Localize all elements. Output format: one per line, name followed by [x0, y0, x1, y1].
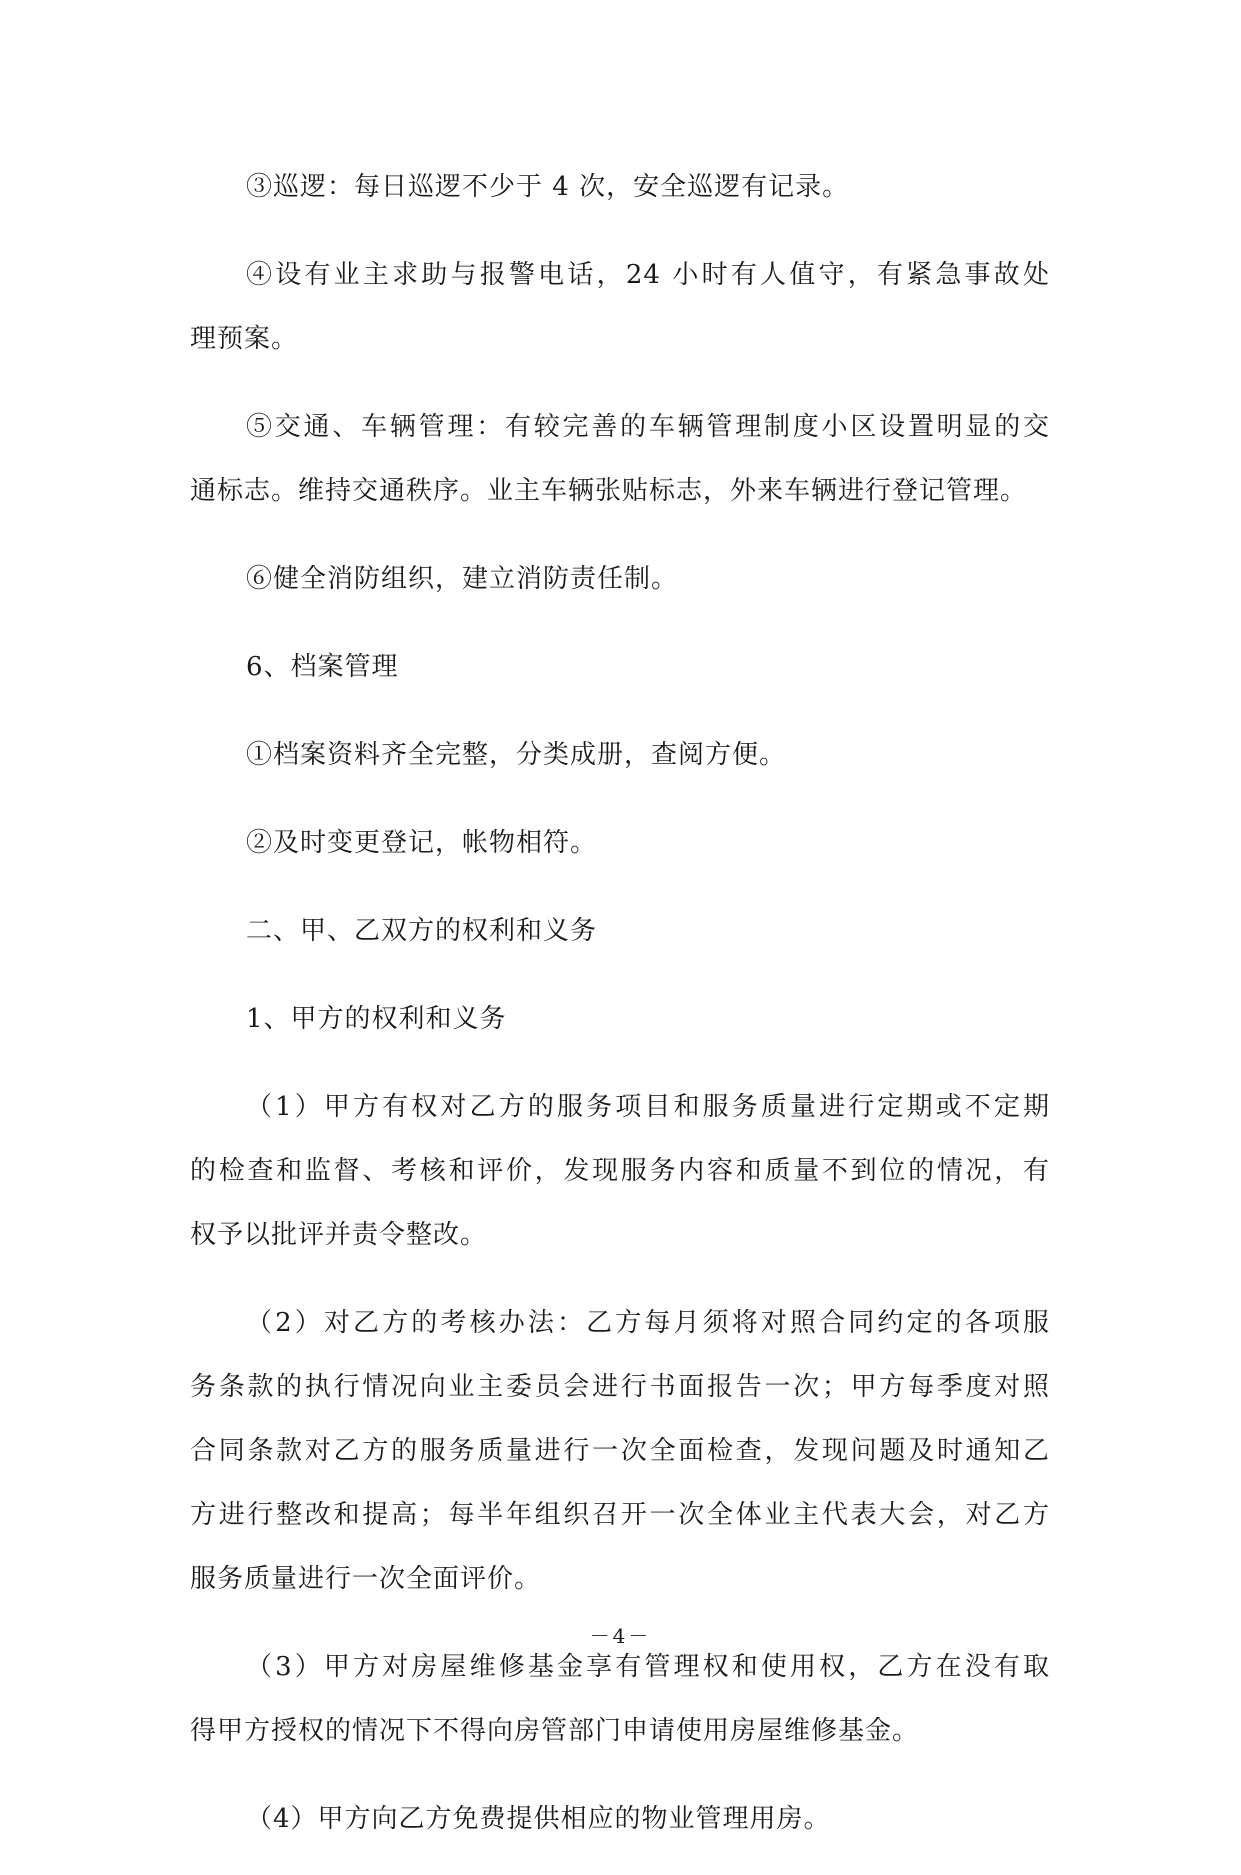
paragraph	[190, 243, 1050, 371]
paragraph	[190, 635, 1050, 699]
paragraph-line: 理预案。	[190, 324, 299, 354]
paragraph	[190, 987, 1050, 1051]
paragraph-line: 得甲方授权的情况下不得向房管部门申请使用房屋维修基金。	[190, 1716, 920, 1746]
paragraph-line: 的检查和监督、考核和评价，发现服务内容和质量不到位的情况，有	[190, 1156, 1050, 1186]
paragraph	[190, 1787, 1050, 1851]
paragraph	[190, 1075, 1050, 1267]
paragraph-line: ⑥健全消防组织，建立消防责任制。	[246, 564, 679, 594]
paragraph-line: （1）甲方有权对乙方的服务项目和服务质量进行定期或不定期	[246, 1092, 1050, 1122]
paragraph-line: 通标志。维持交通秩序。业主车辆张贴标志，外来车辆进行登记管理。	[190, 476, 1028, 506]
paragraph-line: ③巡逻：每日巡逻不少于 4 次，安全巡逻有记录。	[246, 172, 850, 202]
paragraph-line: ②及时变更登记，帐物相符。	[246, 828, 598, 858]
paragraph-line: 6、档案管理	[246, 652, 399, 682]
paragraph	[190, 1291, 1050, 1611]
paragraph-line: （2）对乙方的考核办法：乙方每月须将对照合同约定的各项服	[246, 1308, 1050, 1338]
paragraph-line: 二、甲、乙双方的权利和义务	[246, 916, 598, 946]
paragraph-line: 合同条款对乙方的服务质量进行一次全面检查，发现问题及时通知乙	[190, 1436, 1050, 1466]
paragraph	[190, 723, 1050, 787]
paragraph-line: 权予以批评并责令整改。	[190, 1220, 488, 1250]
paragraph	[190, 155, 1050, 219]
paragraph-line: ⑤交通、车辆管理：有较完善的车辆管理制度小区设置明显的交	[246, 412, 1050, 442]
paragraph	[190, 395, 1050, 523]
paragraph	[190, 899, 1050, 963]
document-body	[190, 155, 1050, 1875]
paragraph-line: ①档案资料齐全完整，分类成册，查阅方便。	[246, 740, 787, 770]
paragraph-line: ④设有业主求助与报警电话，24 小时有人值守，有紧急事故处	[246, 260, 1050, 290]
paragraph	[190, 811, 1050, 875]
paragraph-line: （3）甲方对房屋维修基金享有管理权和使用权，乙方在没有取	[246, 1652, 1050, 1682]
paragraph-line: 方进行整改和提高；每半年组织召开一次全体业主代表大会，对乙方	[190, 1500, 1050, 1530]
paragraph-line: （4）甲方向乙方免费提供相应的物业管理用房。	[246, 1804, 831, 1834]
page-number: －4－	[589, 1624, 652, 1648]
paragraph	[190, 1635, 1050, 1763]
paragraph-line: 服务质量进行一次全面评价。	[190, 1564, 542, 1594]
paragraph-line: 1、甲方的权利和义务	[246, 1004, 507, 1034]
paragraph	[190, 547, 1050, 611]
paragraph-line: 务条款的执行情况向业主委员会进行书面报告一次；甲方每季度对照	[190, 1372, 1050, 1402]
